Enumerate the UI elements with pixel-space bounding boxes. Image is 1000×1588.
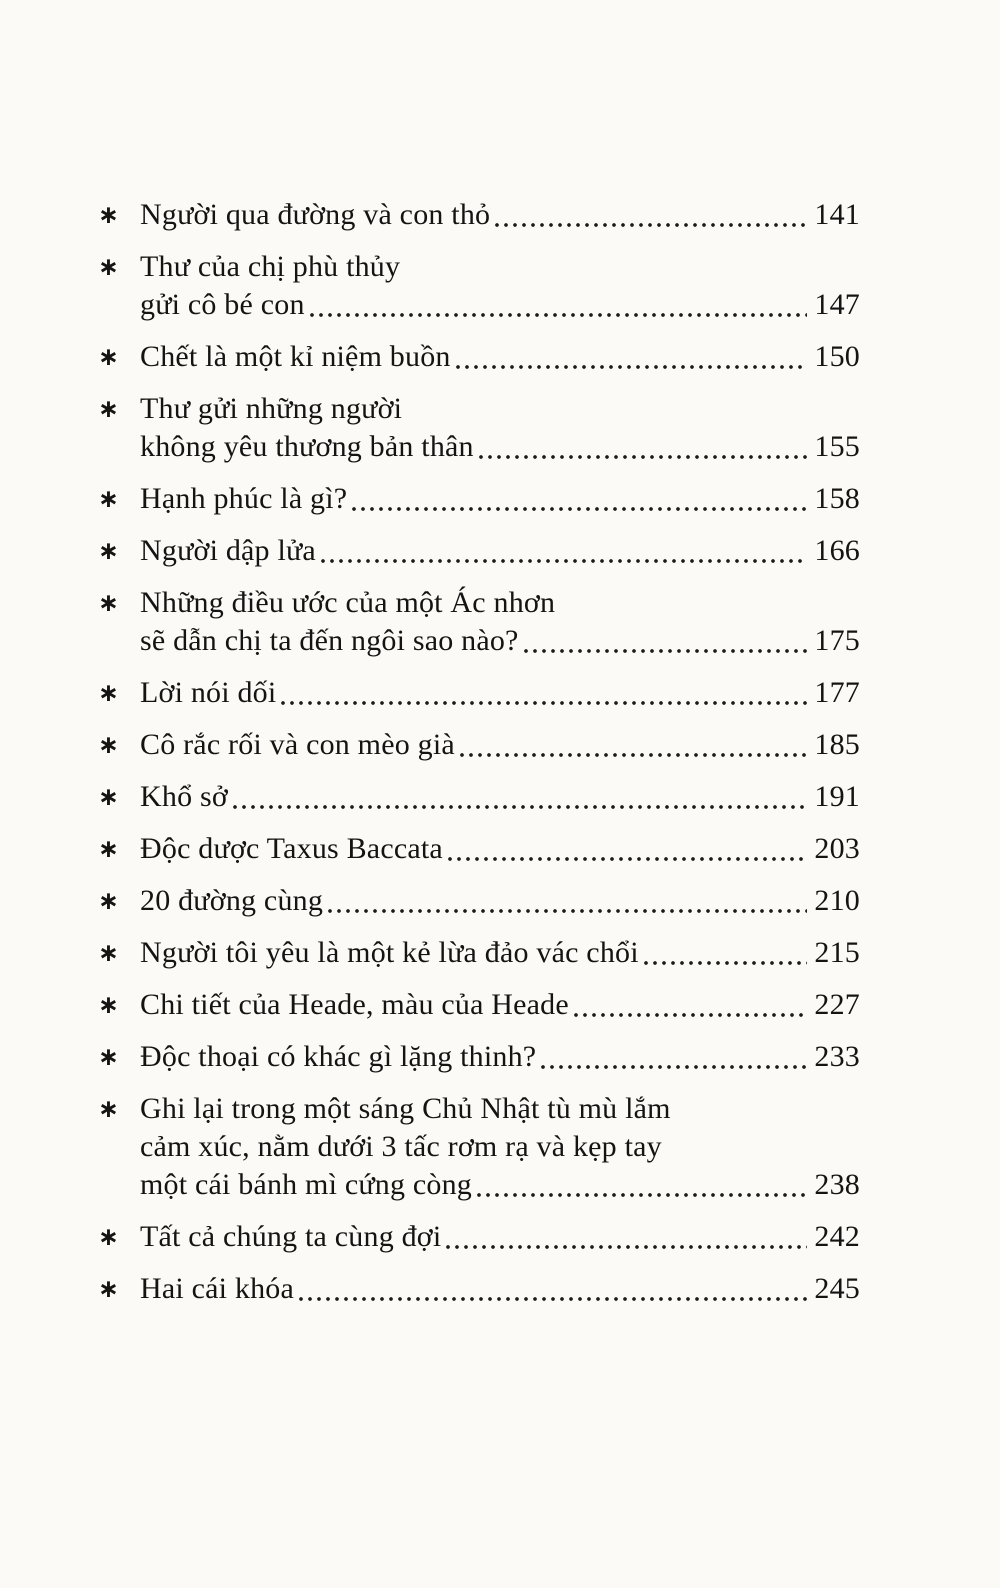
toc-entry-title: không yêu thương bản thân xyxy=(140,430,474,463)
dot-leader xyxy=(495,223,807,227)
toc-entry-title: Độc thoại có khác gì lặng thinh? xyxy=(140,1040,537,1073)
toc-entry-title: Cô rắc rối và con mèo già xyxy=(140,728,455,761)
dot-leader xyxy=(541,1065,807,1069)
toc-entry xyxy=(98,480,860,518)
toc-entry-title: cảm xúc, nằm dưới 3 tấc rơm rạ và kẹp tay xyxy=(140,1130,662,1163)
asterisk-bullet-icon: ∗ xyxy=(98,1042,119,1071)
toc-entry-page-number: 150 xyxy=(814,340,860,373)
toc-entry-page-number: 191 xyxy=(814,780,860,813)
dot-leader xyxy=(479,455,808,459)
dot-leader xyxy=(456,365,808,369)
toc-entry-line xyxy=(140,1166,860,1204)
toc-entry-line xyxy=(140,778,860,816)
toc-entry-title: Những điều ước của một Ác nhơn xyxy=(140,586,556,619)
toc-entry-line xyxy=(140,428,860,466)
asterisk-bullet-icon: ∗ xyxy=(98,886,119,915)
toc-entry xyxy=(98,986,860,1024)
dot-leader xyxy=(299,1297,807,1301)
toc-entry-title: Người tôi yêu là một kẻ lừa đảo vác chổi xyxy=(140,936,639,969)
asterisk-bullet-icon: ∗ xyxy=(98,1274,119,1303)
toc-entry-line xyxy=(140,726,860,764)
toc-entry-content xyxy=(140,674,860,712)
asterisk-bullet-icon: ∗ xyxy=(98,394,119,423)
toc-entry-title: Tất cả chúng ta cùng đợi xyxy=(140,1220,442,1253)
toc-entry-content xyxy=(140,480,860,518)
toc-entry-title: Thư gửi những người xyxy=(140,392,403,425)
toc-entry-page-number: 185 xyxy=(814,728,860,761)
asterisk-bullet-icon: ∗ xyxy=(98,730,119,759)
toc-entry xyxy=(98,584,860,660)
asterisk-bullet-icon: ∗ xyxy=(98,484,119,513)
asterisk-bullet-icon: ∗ xyxy=(98,200,119,229)
dot-leader xyxy=(281,701,807,705)
toc-entry xyxy=(98,248,860,324)
toc-entry-title: Chi tiết của Heade, màu của Heade xyxy=(140,988,569,1021)
toc-entry-page-number: 238 xyxy=(814,1168,860,1201)
toc-entry-line xyxy=(140,1128,860,1166)
toc-entry-page-number: 175 xyxy=(814,624,860,657)
dot-leader xyxy=(321,559,807,563)
toc-entry xyxy=(98,1090,860,1204)
toc-entry-line xyxy=(140,248,860,286)
dot-leader xyxy=(524,649,808,653)
toc-entry-title: Người qua đường và con thỏ xyxy=(140,198,491,231)
toc-entry-page-number: 203 xyxy=(814,832,860,865)
toc-entry-title: Người dập lửa xyxy=(140,534,316,567)
toc-entry-content xyxy=(140,532,860,570)
toc-entry xyxy=(98,1218,860,1256)
toc-entry xyxy=(98,778,860,816)
toc-entry xyxy=(98,830,860,868)
toc-entry-title: Thư của chị phù thủy xyxy=(140,250,401,283)
toc-entry-page-number: 210 xyxy=(814,884,860,917)
toc-entry-content xyxy=(140,248,860,324)
asterisk-bullet-icon: ∗ xyxy=(98,536,119,565)
toc-entry xyxy=(98,674,860,712)
toc-entry-page-number: 141 xyxy=(814,198,860,231)
asterisk-bullet-icon: ∗ xyxy=(98,834,119,863)
toc-entry xyxy=(98,1038,860,1076)
dot-leader xyxy=(310,313,808,317)
toc-entry-content xyxy=(140,726,860,764)
toc-entry-content xyxy=(140,934,860,972)
toc-entry-line xyxy=(140,196,860,234)
asterisk-bullet-icon: ∗ xyxy=(98,1222,119,1251)
toc-entry-title: 20 đường cùng xyxy=(140,884,324,917)
toc-entry-line xyxy=(140,532,860,570)
toc-entry-content xyxy=(140,778,860,816)
toc-entry-line xyxy=(140,584,860,622)
toc-entry-page-number: 147 xyxy=(814,288,860,321)
toc-entry-page-number: 177 xyxy=(814,676,860,709)
toc-entry xyxy=(98,390,860,466)
toc-entry-line xyxy=(140,390,860,428)
toc-entry-line xyxy=(140,1270,860,1308)
toc-entry xyxy=(98,196,860,234)
toc-entry-title: một cái bánh mì cứng còng xyxy=(140,1168,473,1201)
asterisk-bullet-icon: ∗ xyxy=(98,342,119,371)
toc-entry-title: Hạnh phúc là gì? xyxy=(140,482,348,515)
toc-entry-title: sẽ dẫn chị ta đến ngôi sao nào? xyxy=(140,624,519,657)
toc-entry-page-number: 215 xyxy=(814,936,860,969)
toc-entry xyxy=(98,532,860,570)
toc-entry-line xyxy=(140,830,860,868)
toc-entry-page-number: 155 xyxy=(814,430,860,463)
dot-leader xyxy=(574,1013,807,1017)
toc-entry xyxy=(98,934,860,972)
toc-entry-line xyxy=(140,622,860,660)
asterisk-bullet-icon: ∗ xyxy=(98,252,119,281)
toc-entry-title: Ghi lại trong một sáng Chủ Nhật tù mù lắm xyxy=(140,1092,671,1125)
toc-entry-content xyxy=(140,1270,860,1308)
asterisk-bullet-icon: ∗ xyxy=(98,990,119,1019)
toc-entry-content xyxy=(140,986,860,1024)
dot-leader xyxy=(644,961,808,965)
toc-entry-line xyxy=(140,338,860,376)
toc-entry-title: Chết là một kỉ niệm buồn xyxy=(140,340,451,373)
toc-entry-line xyxy=(140,986,860,1024)
toc-entry-title: Khổ sở xyxy=(140,780,228,813)
asterisk-bullet-icon: ∗ xyxy=(98,678,119,707)
toc-entry-title: Lời nói dối xyxy=(140,676,277,709)
toc-entry-page-number: 158 xyxy=(814,482,860,515)
toc-entry-line xyxy=(140,1038,860,1076)
toc-entry-page-number: 166 xyxy=(814,534,860,567)
toc-entry-content xyxy=(140,1218,860,1256)
toc-entry xyxy=(98,1270,860,1308)
toc-entry-content xyxy=(140,390,860,466)
toc-entry-line xyxy=(140,1218,860,1256)
asterisk-bullet-icon: ∗ xyxy=(98,588,119,617)
asterisk-bullet-icon: ∗ xyxy=(98,1094,119,1123)
toc-entry-content xyxy=(140,882,860,920)
toc-entry-content xyxy=(140,830,860,868)
toc-entry-content xyxy=(140,196,860,234)
toc-entry-content xyxy=(140,1090,860,1204)
dot-leader xyxy=(352,507,807,511)
asterisk-bullet-icon: ∗ xyxy=(98,782,119,811)
dot-leader xyxy=(328,909,807,913)
toc-entry-line xyxy=(140,674,860,712)
toc-entry-line xyxy=(140,934,860,972)
toc-entry-title: Độc dược Taxus Baccata xyxy=(140,832,443,865)
toc-entry-title: gửi cô bé con xyxy=(140,288,305,321)
dot-leader xyxy=(448,857,807,861)
toc-entry-page-number: 245 xyxy=(814,1272,860,1305)
toc-entry-page-number: 227 xyxy=(814,988,860,1021)
toc-entry-page-number: 233 xyxy=(814,1040,860,1073)
table-of-contents xyxy=(98,196,860,1322)
toc-entry-line xyxy=(140,286,860,324)
dot-leader xyxy=(477,1193,807,1197)
toc-entry-line xyxy=(140,882,860,920)
toc-entry-title: Hai cái khóa xyxy=(140,1272,294,1305)
asterisk-bullet-icon: ∗ xyxy=(98,938,119,967)
dot-leader xyxy=(446,1245,807,1249)
dot-leader xyxy=(233,805,807,809)
toc-entry-content xyxy=(140,584,860,660)
toc-entry-line xyxy=(140,480,860,518)
toc-entry-content xyxy=(140,1038,860,1076)
toc-entry xyxy=(98,726,860,764)
toc-entry-page-number: 242 xyxy=(814,1220,860,1253)
toc-entry xyxy=(98,338,860,376)
toc-entry-line xyxy=(140,1090,860,1128)
dot-leader xyxy=(460,753,808,757)
toc-entry-content xyxy=(140,338,860,376)
toc-entry xyxy=(98,882,860,920)
